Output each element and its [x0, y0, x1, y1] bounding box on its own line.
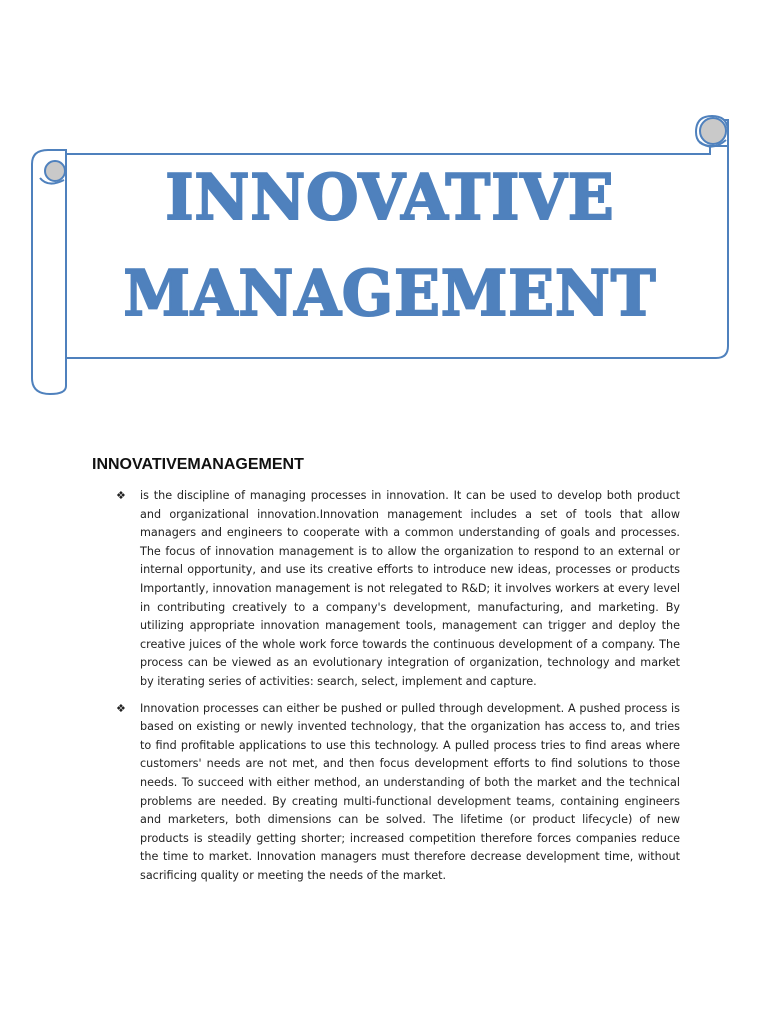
- scroll-banner: [0, 0, 768, 420]
- bullet-text-1: is the discipline of managing processes in innovation. It can be used to develop both product and organizational innovation.Innovation management includes a set of tools that allow managers and engineers to cooperate with a common understanding of goals and processes. The focus of innovation management is to allow the organization to respond to an external or internal opportunity, and use its creative efforts to introduce new ideas, processes or products Importantly, innovation management is not relegated to R&D; it involves workers at every level in contributing creatively to a company's development, manufacturing, and marketing. By utilizing appropriate innovation management tools, management can trigger and deploy the creative juices of the whole work force towards the continuous development of a company. The process can be viewed as an evolutionary integration of organization, technology and market by iterating series of activities: search, select, implement and capture.: [140, 489, 680, 688]
- scroll-left-roll: [32, 150, 66, 394]
- diamond-bullet-icon: ❖: [116, 489, 126, 502]
- scroll-right-curl: [700, 118, 726, 144]
- banner-title-line-2: MANAGEMENT: [123, 257, 657, 331]
- bullet-text-2: Innovation processes can either be pushed or pulled through development. A pushed process is based on existing or newly invented technology, that the organization has access to, and tries to find profitable applications to use this technology. A pulled process tries to find areas where customers' needs are not met, and then focus development efforts to find solutions to those needs. To succeed with either method, an understanding of both the market and the technical problems are needed. By creating multi-functional development teams, containing engineers and marketers, both dimensions can be solved. The lifetime (or product lifecycle) of new products is steadily getting shorter; increased competition therefore forces companies reduce the time to market. Innovation managers must therefore decrease development time, without sacrificing quality or meeting the needs of the market.: [140, 701, 680, 882]
- bullet-item-2: [116, 700, 680, 886]
- bullet-item-1: [116, 487, 680, 692]
- banner-title-line-1: INNOVATIVE: [165, 161, 615, 235]
- bullet-list: [116, 487, 680, 893]
- section-heading: INNOVATIVEMANAGEMENT: [92, 456, 304, 473]
- scroll-left-curl: [45, 161, 65, 181]
- diamond-bullet-icon: ❖: [116, 701, 126, 715]
